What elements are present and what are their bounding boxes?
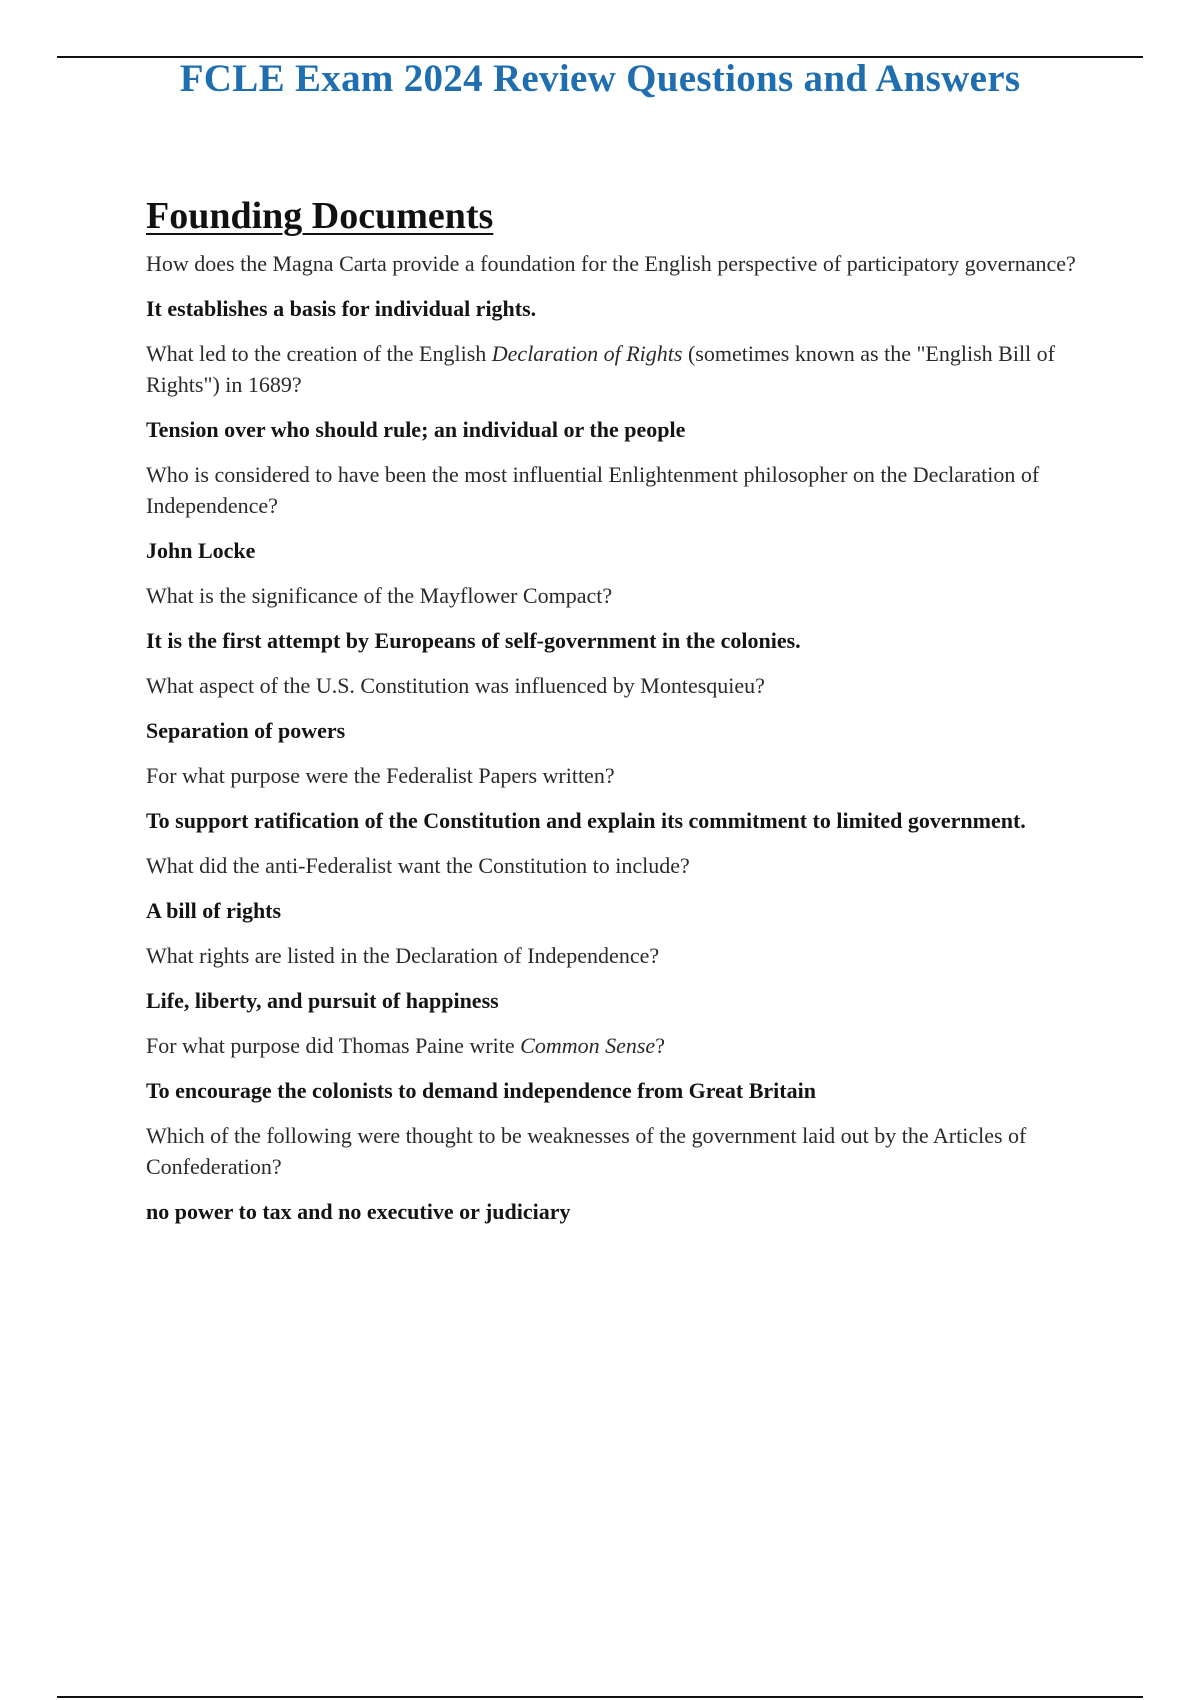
question-3: Who is considered to have been the most influential Enlightenment philosopher on the Declaration of Independence? xyxy=(146,461,1040,518)
answer-6: To support ratification of the Constitution and explain its commitment to limited government. xyxy=(146,807,1026,833)
question-2: What led to the creation of the English Declaration of Rights (sometimes known as the "English Bill of Rights") in 1689? xyxy=(146,340,1055,397)
answer-9: To encourage the colonists to demand independence from Great Britain xyxy=(146,1077,816,1103)
question-9: For what purpose did Thomas Paine write Common Sense? xyxy=(146,1032,665,1058)
answer-5: Separation of powers xyxy=(146,717,346,743)
question-6: For what purpose were the Federalist Papers written? xyxy=(146,762,615,788)
answer-2: Tension over who should rule; an individual or the people xyxy=(146,416,686,442)
question-4: What is the significance of the Mayflower Compact? xyxy=(146,582,613,608)
answer-10: no power to tax and no executive or judiciary xyxy=(146,1198,571,1224)
question-1: How does the Magna Carta provide a foundation for the English perspective of participatory governance? xyxy=(146,250,1076,276)
answer-7: A bill of rights xyxy=(146,897,282,923)
document-body xyxy=(146,196,1096,1241)
answer-4: It is the first attempt by Europeans of self-government in the colonies. xyxy=(146,627,801,653)
question-8: What rights are listed in the Declaration of Independence? xyxy=(146,942,660,968)
section-heading: Founding Documents xyxy=(146,195,494,237)
answer-1: It establishes a basis for individual rights. xyxy=(146,295,537,321)
answer-8: Life, liberty, and pursuit of happiness xyxy=(146,987,499,1013)
document-title: FCLE Exam 2024 Review Questions and Answers xyxy=(179,57,1021,100)
question-5: What aspect of the U.S. Constitution was influenced by Montesquieu? xyxy=(146,672,765,698)
answer-3: John Locke xyxy=(146,537,256,563)
bottom-rule xyxy=(57,1696,1143,1698)
question-7: What did the anti-Federalist want the Constitution to include? xyxy=(146,852,690,878)
question-10: Which of the following were thought to be weaknesses of the government laid out by the Articles of Confederation? xyxy=(146,1122,1027,1179)
